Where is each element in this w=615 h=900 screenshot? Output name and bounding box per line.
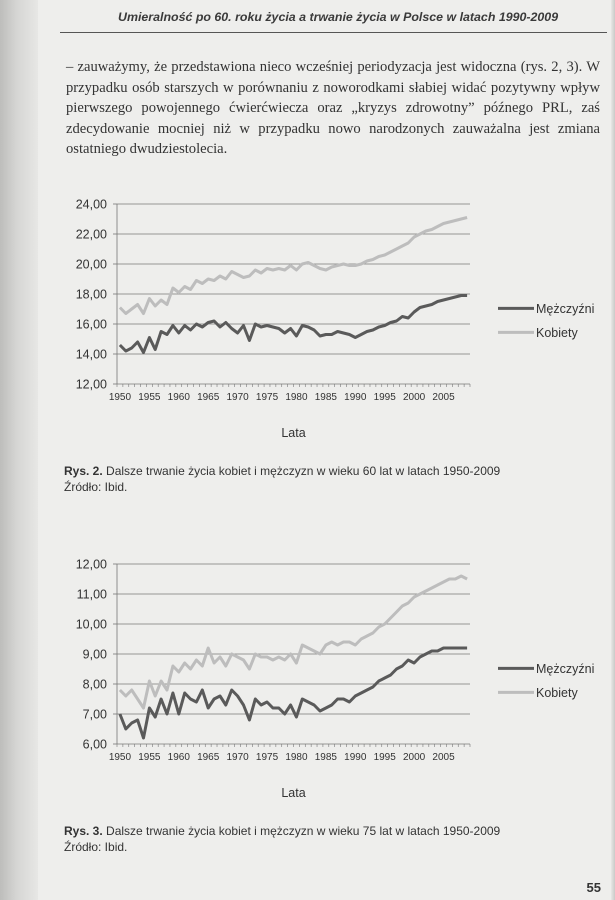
y-tick-label: 22,00 bbox=[75, 227, 107, 242]
y-tick-label: 16,00 bbox=[75, 317, 107, 332]
x-tick-label: 1975 bbox=[255, 752, 279, 763]
x-tick-label: 2005 bbox=[432, 392, 455, 403]
x-axis-title: Lata bbox=[281, 426, 306, 440]
x-tick-label: 2000 bbox=[402, 752, 426, 763]
y-tick-label: 20,00 bbox=[75, 257, 107, 272]
life-expectancy-age-75-chart bbox=[0, 548, 615, 808]
body-paragraph: – zauważymy, że przedstawiona nieco wcześniej periodyzacja jest widoczna (rys. 2, 3). W przypadku osób starszych w porównaniu z noworodkami słabiej widać pozytywny wpływ pierwszego powojennego ćwierćwiecza oraz „kryzys zdrowotny” późnego PRL, zaś zdecydowanie mocniej niż w przypadku nowo narodzonych zauważalna jest zmiana ostatniego dwudziestolecia. bbox=[66, 59, 600, 158]
y-tick-label: 12,00 bbox=[75, 557, 107, 572]
women-legend-label: Kobiety bbox=[536, 685, 578, 700]
y-tick-label: 11,00 bbox=[76, 587, 107, 602]
x-tick-label: 1970 bbox=[226, 752, 249, 763]
x-tick-label: 1950 bbox=[108, 752, 132, 763]
life-expectancy-age-60-chart bbox=[0, 188, 615, 448]
y-tick-label: 12,00 bbox=[75, 377, 107, 392]
x-tick-label: 1995 bbox=[373, 392, 396, 403]
x-tick-label: 2005 bbox=[432, 752, 455, 763]
running-head: Umieralność po 60. roku życia a trwanie życia w Polsce w latach 1990-2009 bbox=[118, 10, 559, 24]
x-tick-label: 1965 bbox=[197, 752, 220, 763]
figure-2-source: Źródło: Ibid. bbox=[64, 480, 128, 494]
men-legend-label: Mężczyźni bbox=[536, 661, 595, 676]
x-tick-label: 1980 bbox=[285, 752, 308, 763]
men-series-line bbox=[120, 648, 467, 738]
figure-3-title: Dalsze trwanie życia kobiet i mężczyzn w wieku 75 lat w latach 1950-2009 bbox=[106, 824, 501, 838]
x-tick-label: 1970 bbox=[226, 392, 249, 403]
figure-2-title: Dalsze trwanie życia kobiet i mężczyzn w wieku 60 lat w latach 1950-2009 bbox=[106, 464, 501, 478]
x-tick-label: 1965 bbox=[197, 392, 220, 403]
x-tick-label: 1975 bbox=[255, 392, 279, 403]
y-tick-label: 10,00 bbox=[75, 617, 107, 632]
women-series-line bbox=[120, 576, 467, 708]
x-tick-label: 1980 bbox=[285, 392, 308, 403]
header-rule bbox=[60, 32, 607, 33]
x-tick-label: 1995 bbox=[373, 752, 396, 763]
y-tick-label: 8,00 bbox=[82, 677, 107, 692]
y-tick-label: 24,00 bbox=[75, 197, 107, 212]
figure-2-caption bbox=[64, 463, 584, 495]
x-axis-title: Lata bbox=[281, 786, 306, 800]
x-tick-label: 1990 bbox=[344, 392, 367, 403]
y-tick-label: 14,00 bbox=[75, 347, 107, 362]
women-series-line bbox=[120, 218, 467, 314]
y-tick-label: 7,00 bbox=[82, 707, 107, 722]
x-tick-label: 1960 bbox=[167, 392, 190, 403]
figure-3-caption bbox=[64, 823, 584, 855]
x-tick-label: 1985 bbox=[314, 392, 337, 403]
page-number: 55 bbox=[586, 880, 601, 895]
x-tick-label: 1950 bbox=[108, 392, 132, 403]
y-tick-label: 18,00 bbox=[75, 287, 107, 302]
x-tick-label: 1955 bbox=[138, 752, 161, 763]
x-tick-label: 2000 bbox=[402, 392, 426, 403]
x-tick-label: 1955 bbox=[138, 392, 161, 403]
figure-3-source: Źródło: Ibid. bbox=[64, 840, 128, 854]
figure-3-label: Rys. 3. bbox=[64, 824, 103, 838]
figure-2-label: Rys. 2. bbox=[64, 464, 103, 478]
men-legend-label: Mężczyźni bbox=[536, 301, 595, 316]
y-tick-label: 9,00 bbox=[82, 647, 107, 662]
women-legend-label: Kobiety bbox=[536, 325, 578, 340]
x-tick-label: 1960 bbox=[167, 752, 190, 763]
x-tick-label: 1985 bbox=[314, 752, 337, 763]
y-tick-label: 6,00 bbox=[82, 737, 107, 752]
x-tick-label: 1990 bbox=[344, 752, 367, 763]
